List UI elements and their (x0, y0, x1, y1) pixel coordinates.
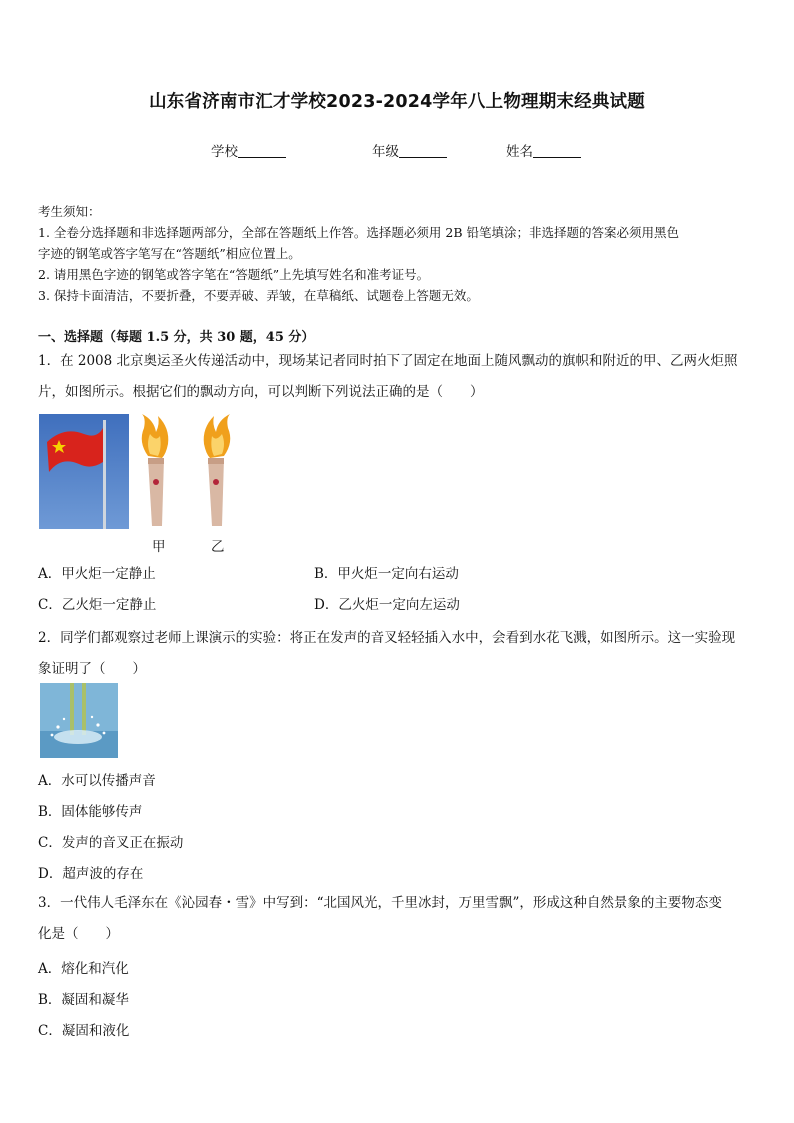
grade-blank (399, 144, 447, 158)
q2-option-c: C．发声的音叉正在振动 (38, 835, 184, 851)
torch-jia-image (134, 414, 176, 529)
q3-option-c: C．凝固和液化 (38, 1023, 130, 1039)
grade-label: 年级 (372, 144, 399, 160)
tuning-fork-water-image (40, 683, 118, 758)
q2-text-line1: 2．同学们都观察过老师上课演示的实验：将正在发声的音叉轻轻插入水中，会看到水花飞溅，如图所示。这一实验现 (38, 630, 736, 646)
flag-photo (39, 414, 129, 529)
q1-text-line1: 1．在 2008 北京奥运圣火传递活动中，现场某记者同时拍下了固定在地面上随风飘动的旗帜和附近的甲、乙两火炬照 (38, 353, 738, 369)
school-label: 学校 (211, 144, 238, 160)
q1-text-line2: 片，如图所示。根据它们的飘动方向，可以判断下列说法正确的是（ ） (38, 384, 484, 400)
name-field (506, 140, 581, 160)
name-label: 姓名 (506, 144, 533, 160)
school-field (211, 140, 286, 160)
label-jia: 甲 (152, 539, 166, 555)
q1-option-c: C．乙火炬一定静止 (38, 597, 157, 613)
notice-item-2: 2. 请用黑色字迹的钢笔或答字笔在“答题纸”上先填写姓名和准考证号。 (38, 267, 430, 282)
q2-text-line2: 象证明了（ ） (38, 661, 146, 677)
notice-item-3: 3. 保持卡面清洁，不要折叠，不要弄破、弄皱，在草稿纸、试题卷上答题无效。 (38, 288, 479, 303)
notice-item-1a: 1. 全卷分选择题和非选择题两部分，全部在答题纸上作答。选择题必须用 2B 铅笔填涂；非选择题的答案必须用黑色 (38, 225, 679, 240)
page-title: 山东省济南市汇才学校2023-2024学年八上物理期末经典试题 (149, 92, 645, 112)
q2-option-d: D．超声波的存在 (38, 866, 144, 882)
notice-item-1b: 字迹的钢笔或答字笔写在“答题纸”相应位置上。 (38, 246, 301, 261)
label-yi: 乙 (211, 539, 225, 555)
q3-text-line1: 3．一代伟人毛泽东在《沁园春・雪》中写到：“北国风光，千里冰封，万里雪飘”，形成这种自然景象的主要物态变 (38, 895, 722, 911)
grade-field (372, 140, 447, 160)
q3-option-a: A．熔化和汽化 (38, 961, 129, 977)
section-title: 一、选择题（每题 1.5 分，共 30 题，45 分） (38, 330, 315, 345)
q1-option-a: A．甲火炬一定静止 (38, 566, 156, 582)
name-blank (533, 144, 581, 158)
q1-option-d: D．乙火炬一定向左运动 (314, 597, 460, 613)
q2-option-a: A．水可以传播声音 (38, 773, 156, 789)
q2-option-b: B．固体能够传声 (38, 804, 143, 820)
q3-option-b: B．凝固和凝华 (38, 992, 129, 1008)
notice-heading: 考生须知： (38, 204, 101, 219)
q1-option-b: B．甲火炬一定向右运动 (314, 566, 459, 582)
torch-yi-image (198, 414, 240, 529)
school-blank (238, 144, 286, 158)
q3-text-line2: 化是（ ） (38, 926, 119, 942)
